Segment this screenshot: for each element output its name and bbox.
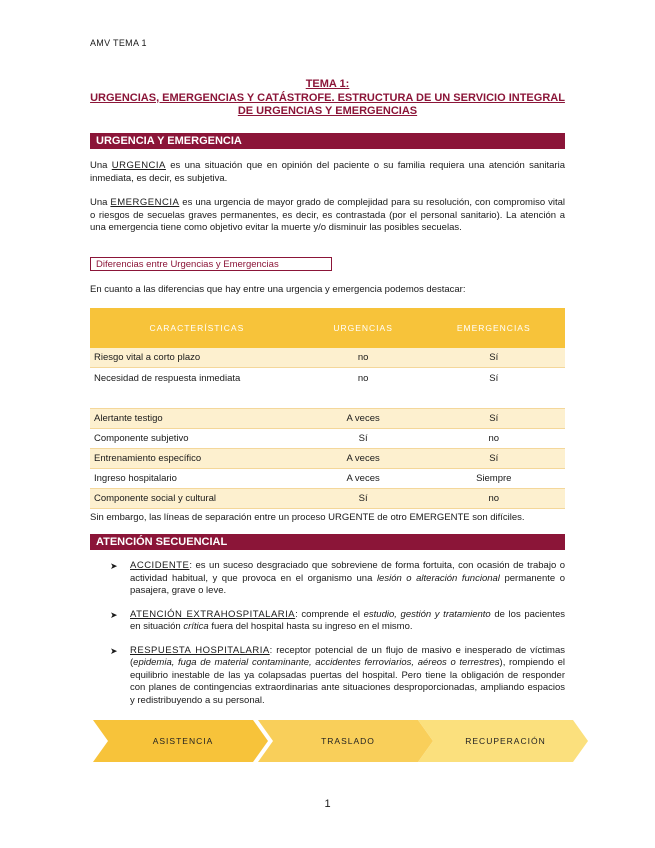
table-cell: Ingreso hospitalario <box>90 469 304 489</box>
table-cell: Sí <box>423 449 566 469</box>
table-cell: A veces <box>304 409 423 429</box>
table-cell: Siempre <box>423 469 566 489</box>
column-header: URGENCIAS <box>304 308 423 348</box>
table-cell: A veces <box>304 469 423 489</box>
table-cell: Componente subjetivo <box>90 429 304 449</box>
paragraph-intro: En cuanto a las diferencias que hay entre una urgencia y emergencia podemos destacar: <box>90 284 466 295</box>
table-cell: Sí <box>304 429 423 449</box>
arrow-bullet-icon: ➤ <box>110 561 118 571</box>
column-header: EMERGENCIAS <box>423 308 566 348</box>
title-line-3: DE URGENCIAS Y EMERGENCIAS <box>237 105 418 117</box>
table-cell: Sí <box>304 489 423 509</box>
step-recuperacion: RECUPERACIÓN <box>465 736 546 746</box>
table-cell: A veces <box>304 449 423 469</box>
table-row <box>90 469 565 489</box>
title-line-2: URGENCIAS, EMERGENCIAS Y CATÁSTROFE. ESTRUCTURA DE UN SERVICIO INTEGRAL <box>90 91 565 104</box>
arrow-bullet-icon: ➤ <box>110 645 118 656</box>
page-number: 1 <box>324 798 331 810</box>
list-item: ➤ ACCIDENTE: es un suceso desgraciado que sobreviene de forma fortuita, con ocasión de trabajo o actividad habitual, y que provoca en el organismo una lesión o alteración funcional permanente o pasajera, grave o leve. <box>110 560 566 596</box>
table-cell: Sí <box>423 348 566 368</box>
list-item: ➤ RESPUESTA HOSPITALARIA: receptor potencial de un flujo de masivo e inesperado de víctimas (epidemia, fuga de material contaminante, accidentes ferroviarios, aéreos o terrestres), rompiendo el equilibrio inestable de las ya colapsadas puertas del hospital. Pero tiene la obligación de responder con planes de contingencias extraordinarias ante situaciones desproporcionadas, ampliando espacios y redistribuyendo a su personal. <box>110 644 566 706</box>
paragraph-sin-embargo: Sin embargo, las líneas de separación entre un proceso URGENTE de otro EMERGENTE son difíciles. <box>90 512 525 523</box>
table-row <box>90 449 565 469</box>
table-row <box>90 348 565 368</box>
term-emergencia: EMERGENCIA <box>110 197 180 208</box>
subheading-diferencias: Diferencias entre Urgencias y Emergencias <box>90 257 332 271</box>
table-cell: Alertante testigo <box>90 409 304 429</box>
table-cell: Necesidad de respuesta inmediata <box>90 368 304 409</box>
section-heading-urgencia-emergencia: URGENCIA Y EMERGENCIA <box>90 133 565 149</box>
step-asistencia: ASISTENCIA <box>152 736 214 746</box>
table-cell: no <box>304 368 423 409</box>
table-cell: Sí <box>423 409 566 429</box>
table-cell: Componente social y cultural <box>90 489 304 509</box>
table-cell: Entrenamiento específico <box>90 449 304 469</box>
table-row <box>90 489 565 509</box>
paragraph-emergencia: Una EMERGENCIA es una urgencia de mayor grado de complejidad para su resolución, con compromiso vital o riesgos de secuelas graves permanentes, es decir, es contrastada (por el personal sanitario). La atención a una emergencia tiene como objetivo evitar la muerte y/o disminuir las posibles secuelas. <box>90 197 565 233</box>
comparison-table <box>90 308 565 509</box>
column-header: CARACTERÍSTICAS <box>90 308 304 348</box>
table-row <box>90 409 565 429</box>
table-cell: no <box>423 429 566 449</box>
document-title <box>90 78 565 119</box>
title-line-1: TEMA 1: <box>305 78 350 90</box>
table-cell: no <box>423 489 566 509</box>
running-header: AMV TEMA 1 <box>90 38 147 48</box>
arrow-bullet-icon: ➤ <box>110 609 118 620</box>
step-traslado: TRASLADO <box>321 736 375 746</box>
table-cell: Sí <box>423 368 566 409</box>
table-row <box>90 429 565 449</box>
table-row <box>90 368 565 409</box>
paragraph-urgencia: Una URGENCIA es una situación que en opinión del paciente o su familia requiera una atención sanitaria inmediata, es decir, es subjetiva. <box>90 160 565 184</box>
process-chevrons <box>93 720 588 762</box>
list-item: ➤ ATENCIÓN EXTRAHOSPITALARIA: comprende el estudio, gestión y tratamiento de los pacientes en situación crítica fuera del hospital hasta su ingreso en el mismo. <box>110 608 566 632</box>
table-cell: Riesgo vital a corto plazo <box>90 348 304 368</box>
table-header-row <box>90 308 565 348</box>
bullet-list <box>110 560 565 718</box>
table-cell: no <box>304 348 423 368</box>
section-heading-atencion-secuencial: ATENCIÓN SECUENCIAL <box>90 534 565 550</box>
term-urgencia: URGENCIA <box>111 160 166 171</box>
